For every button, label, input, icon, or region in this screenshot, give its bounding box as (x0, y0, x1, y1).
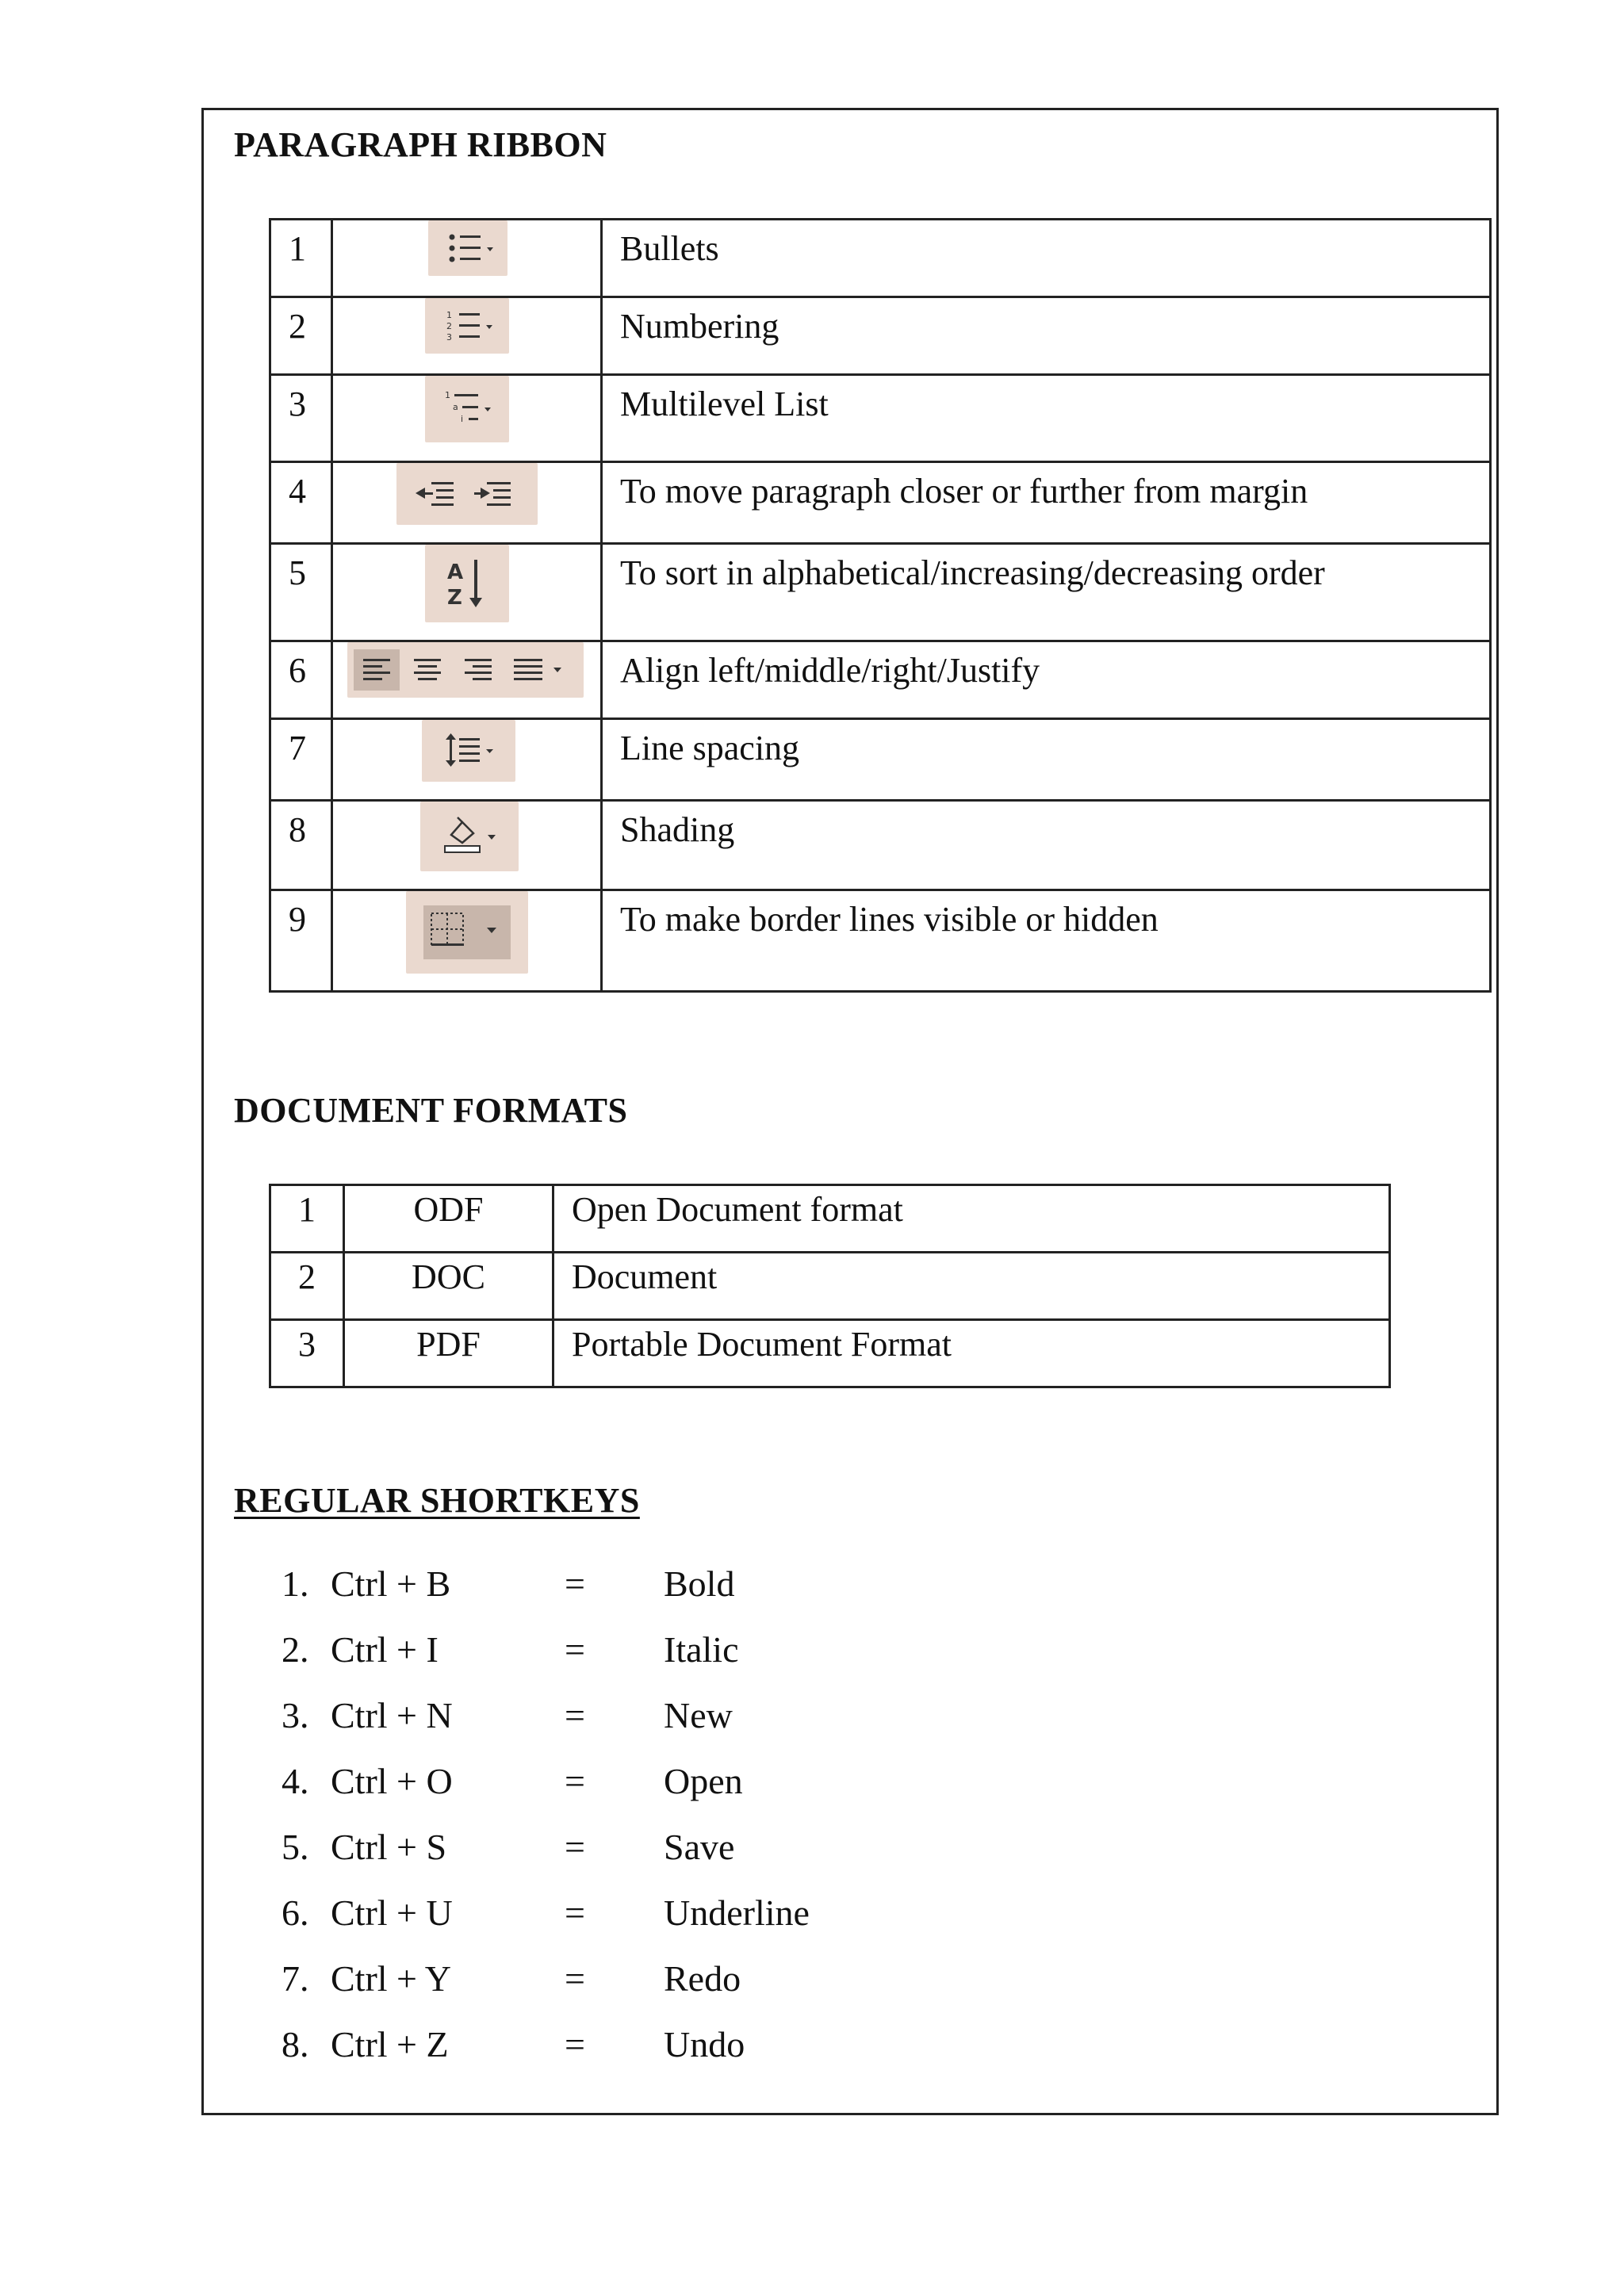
ribbon-row-description: Bullets (602, 220, 1491, 297)
format-code: PDF (344, 1320, 553, 1387)
ribbon-row-number: 1 (270, 220, 332, 297)
ribbon-row-description: To sort in alphabetical/increasing/decreasing order (602, 544, 1491, 641)
shortkey-action: Undo (664, 2024, 745, 2064)
svg-text:Z: Z (447, 586, 462, 610)
format-row-number: 1 (270, 1185, 344, 1253)
shortkey-index: 8. (282, 2024, 309, 2064)
shortkey-keys: Ctrl + U (331, 1892, 453, 1933)
ribbon-row-description: To move paragraph closer or further from margin (602, 462, 1491, 544)
bullets-icon (428, 220, 508, 276)
svg-text:A: A (447, 561, 464, 584)
shortkey-index: 1. (282, 1563, 309, 1604)
ribbon-row-icon-cell (332, 641, 602, 719)
ribbon-row-number: 5 (270, 544, 332, 641)
svg-text:a: a (453, 402, 458, 412)
shortkey-keys: Ctrl + Z (331, 2024, 449, 2064)
shortkey-index: 6. (282, 1892, 309, 1933)
format-row (270, 1185, 1390, 1253)
multilevel-list-icon (425, 376, 509, 442)
shortkey-index: 4. (282, 1761, 309, 1801)
ribbon-row-icon-cell (332, 462, 602, 544)
ribbon-row-icon-cell (332, 719, 602, 801)
document-frame (201, 108, 1499, 2115)
shortkey-keys: Ctrl + N (331, 1695, 453, 1735)
regular-shortkeys-heading: REGULAR SHORTKEYS (234, 1481, 640, 1520)
ribbon-row (270, 462, 1491, 544)
format-description: Portable Document Format (553, 1320, 1390, 1387)
ribbon-row (270, 641, 1491, 719)
shortkey-keys: Ctrl + B (331, 1563, 451, 1604)
ribbon-row (270, 297, 1491, 375)
svg-text:3: 3 (446, 332, 452, 342)
shortkey-action: Underline (664, 1892, 810, 1933)
svg-text:1: 1 (445, 390, 450, 400)
shortkey-equals: = (565, 1958, 585, 1999)
ribbon-row-number: 3 (270, 375, 332, 462)
sort-az-icon (425, 545, 509, 622)
ribbon-row (270, 719, 1491, 801)
svg-text:i: i (461, 414, 464, 424)
ribbon-row-number: 9 (270, 890, 332, 992)
ribbon-row-icon-cell (332, 801, 602, 890)
paragraph-ribbon-table (269, 218, 1492, 993)
numbering-icon (425, 298, 509, 354)
document-formats-table (269, 1184, 1391, 1388)
ribbon-row-icon-cell (332, 375, 602, 462)
shortkey-keys: Ctrl + I (331, 1629, 439, 1670)
format-row (270, 1253, 1390, 1320)
shortkey-index: 7. (282, 1958, 309, 1999)
document-formats-heading: DOCUMENT FORMATS (234, 1091, 628, 1130)
format-description: Open Document format (553, 1185, 1390, 1253)
shortkey-equals: = (565, 1695, 585, 1735)
format-description: Document (553, 1253, 1390, 1320)
shortkey-keys: Ctrl + S (331, 1827, 447, 1867)
paragraph-ribbon-heading: PARAGRAPH RIBBON (234, 125, 607, 164)
ribbon-row-icon-cell (332, 220, 602, 297)
ribbon-row-description: Shading (602, 801, 1491, 890)
svg-text:1: 1 (446, 310, 452, 320)
ribbon-row (270, 801, 1491, 890)
ribbon-row (270, 890, 1491, 992)
shortkey-equals: = (565, 1892, 585, 1933)
shortkey-action: Open (664, 1761, 743, 1801)
borders-icon (406, 891, 528, 974)
ribbon-row-description: Line spacing (602, 719, 1491, 801)
shortkey-keys: Ctrl + O (331, 1761, 453, 1801)
format-code: ODF (344, 1185, 553, 1253)
align-icons (347, 642, 584, 698)
shortkey-action: Italic (664, 1629, 739, 1670)
shortkey-equals: = (565, 1563, 585, 1604)
shortkey-index: 5. (282, 1827, 309, 1867)
ribbon-row (270, 220, 1491, 297)
ribbon-row-description: To make border lines visible or hidden (602, 890, 1491, 992)
ribbon-row-number: 6 (270, 641, 332, 719)
format-row-number: 3 (270, 1320, 344, 1387)
shortkey-action: New (664, 1695, 733, 1735)
ribbon-row-icon-cell (332, 544, 602, 641)
line-spacing-icon (422, 720, 515, 782)
shortkey-equals: = (565, 2024, 585, 2064)
shortkey-keys: Ctrl + Y (331, 1958, 452, 1999)
ribbon-row-number: 8 (270, 801, 332, 890)
svg-text:2: 2 (446, 321, 452, 331)
shortkey-equals: = (565, 1827, 585, 1867)
shortkey-action: Save (664, 1827, 735, 1867)
ribbon-row-icon-cell (332, 890, 602, 992)
ribbon-row-number: 7 (270, 719, 332, 801)
ribbon-row-description: Numbering (602, 297, 1491, 375)
shortkey-action: Bold (664, 1563, 735, 1604)
ribbon-row (270, 544, 1491, 641)
shortkey-equals: = (565, 1761, 585, 1801)
ribbon-row-number: 4 (270, 462, 332, 544)
shading-icon (420, 802, 519, 871)
format-row-number: 2 (270, 1253, 344, 1320)
shortkey-index: 3. (282, 1695, 309, 1735)
ribbon-row (270, 375, 1491, 462)
ribbon-row-number: 2 (270, 297, 332, 375)
indent-icons (396, 463, 538, 525)
ribbon-row-description: Align left/middle/right/Justify (602, 641, 1491, 719)
shortkey-equals: = (565, 1629, 585, 1670)
ribbon-row-description: Multilevel List (602, 375, 1491, 462)
format-code: DOC (344, 1253, 553, 1320)
format-row (270, 1320, 1390, 1387)
shortkey-action: Redo (664, 1958, 741, 1999)
ribbon-row-icon-cell (332, 297, 602, 375)
shortkey-index: 2. (282, 1629, 309, 1670)
